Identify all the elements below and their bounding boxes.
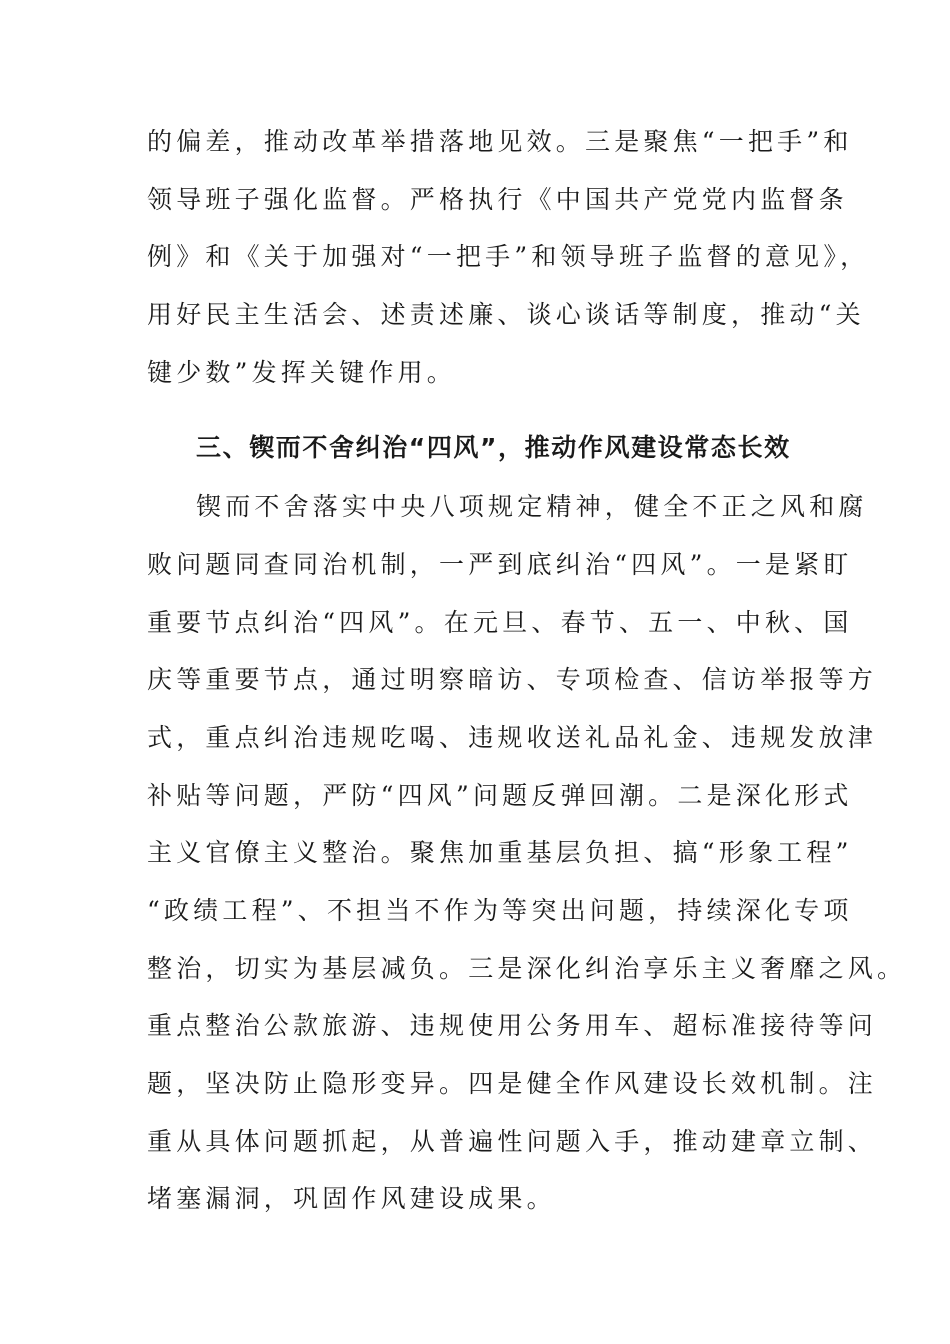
paragraph-1-line: 例》和《关于加强对“一把手”和领导班子监督的意见》， [147,242,870,271]
paragraph-2-line: 补贴等问题，严防“四风”问题反弹回潮。二是深化形式 [147,781,853,810]
paragraph-1-line: 用好民主生活会、述责述廉、谈心谈话等制度，推动“关 [147,300,865,329]
paragraph-2-line: 重要节点纠治“四风”。在元旦、春节、五一、中秋、国 [147,608,853,637]
paragraph-2-line: “政绩工程”、不担当不作为等突出问题，持续深化专项 [147,896,853,925]
paragraph-2-line: 式，重点纠治违规吃喝、违规收送礼品礼金、违规发放津 [147,723,878,752]
paragraph-2-line: 重从具体问题抓起，从普遍性问题入手，推动建章立制、 [147,1127,878,1156]
paragraph-2-line: 锲而不舍落实中央八项规定精神，健全不正之风和腐 [196,492,868,521]
section-heading: 三、锲而不舍纠治“四风”，推动作风建设常态长效 [196,433,791,462]
paragraph-2-line: 主义官僚主义整治。聚焦加重基层负担、搞“形象工程” [147,838,853,867]
paragraph-2-line: 败问题同查同治机制，一严到底纠治“四风”。一是紧盯 [147,550,853,579]
paragraph-2-line: 整治，切实为基层减负。三是深化纠治享乐主义奢靡之风。 [147,954,907,983]
paragraph-2-line: 堵塞漏洞，巩固作风建设成果。 [147,1184,556,1213]
paragraph-1-line: 领导班子强化监督。严格执行《中国共产党党内监督条 [147,185,848,214]
paragraph-2-line: 庆等重要节点，通过明察暗访、专项检查、信访举报等方 [147,665,878,694]
paragraph-2-line: 题，坚决防止隐形变异。四是健全作风建设长效机制。注 [147,1069,878,1098]
paragraph-1-line: 的偏差，推动改革举措落地见效。三是聚焦“一把手”和 [147,127,853,156]
paragraph-1-line: 键少数”发挥关键作用。 [147,358,456,387]
paragraph-2-line: 重点整治公款旅游、违规使用公务用车、超标准接待等问 [147,1011,878,1040]
